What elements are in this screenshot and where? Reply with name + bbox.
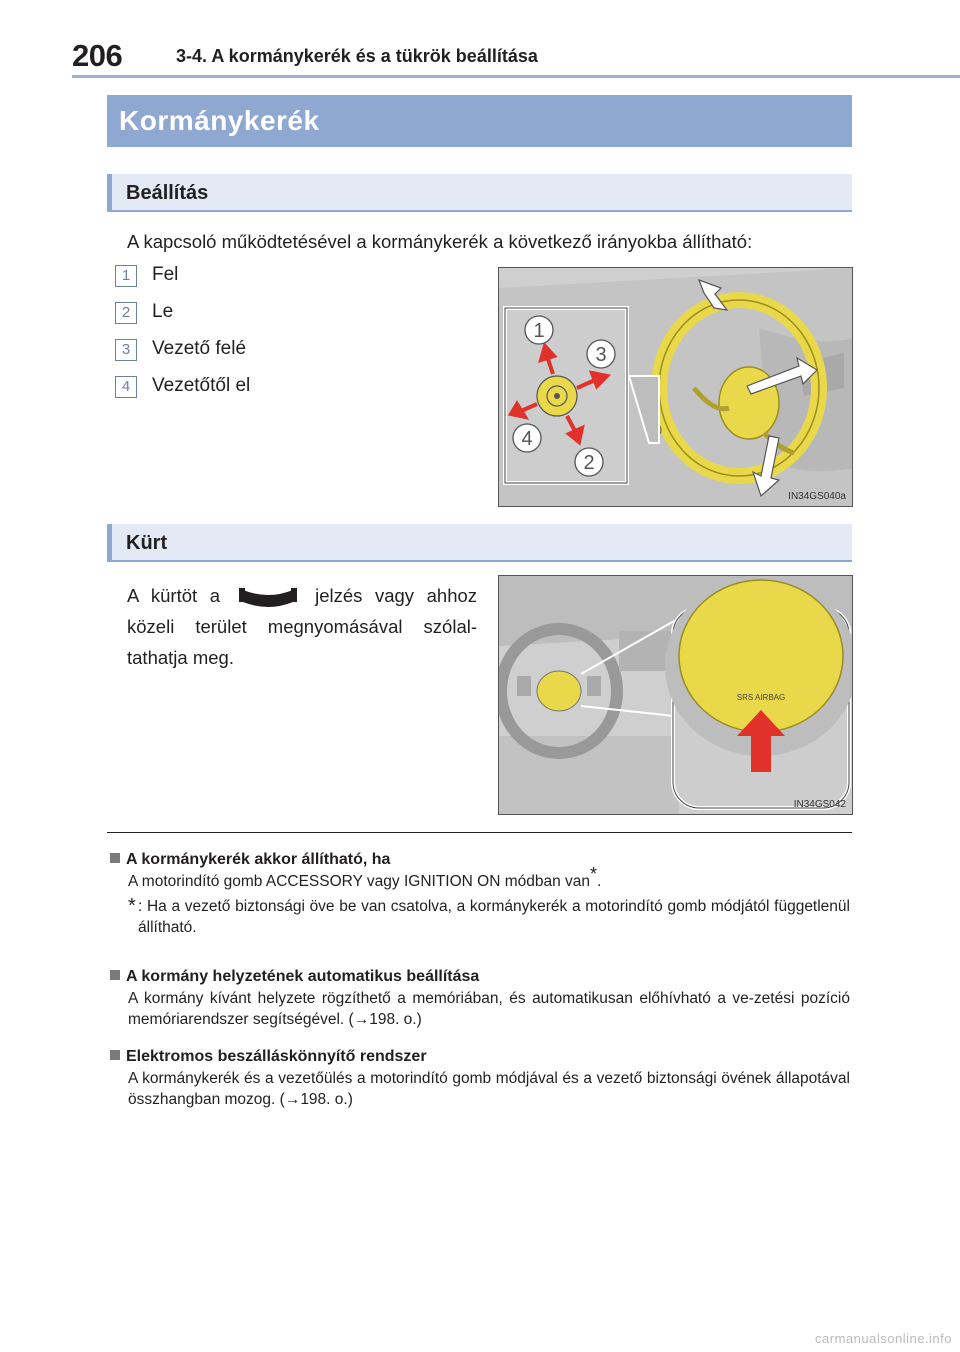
note-1-footnote: : Ha a vezető biztonsági öve be van csatolva, a kormánykerék a motorindító gomb módjától függetlenül állítható.: [138, 898, 850, 936]
square-bullet-icon: [110, 970, 120, 980]
steering-adjust-figure: [498, 267, 853, 507]
note-1-footnote-mark: *: [128, 895, 136, 917]
subheading-adjust: [107, 174, 852, 212]
list-label-down: Le: [152, 301, 174, 322]
notes-divider: [107, 832, 852, 833]
list-label-up: Fel: [152, 264, 179, 285]
note-1-period: .: [597, 873, 602, 890]
page-number: 206: [72, 38, 123, 73]
note-2-title-row: [110, 968, 850, 986]
list-label-away: Vezetőtől el: [152, 375, 251, 396]
horn-figure: [498, 575, 853, 815]
header-rule: [72, 75, 960, 78]
note-1-body: [110, 863, 850, 892]
note-1-title-row: [110, 851, 850, 869]
list-number-3: 3: [115, 339, 137, 361]
callout-1: 1: [533, 320, 545, 342]
note-2-title: A kormány helyzetének automatikus beállítása: [126, 968, 480, 985]
subheading-horn-label: Kürt: [126, 532, 168, 554]
list-label-toward: Vezető felé: [152, 338, 247, 359]
subheading-horn: [107, 524, 852, 562]
list-number-2: 2: [115, 302, 137, 324]
list-number-4: 4: [115, 376, 137, 398]
adjust-intro: A kapcsoló működtetésével a kormánykerék a következő irányokba állítható:: [127, 231, 753, 252]
note-2: [110, 968, 850, 1030]
callout-3: 3: [595, 344, 607, 366]
section-title: Kormánykerék: [119, 105, 320, 136]
note-3-text: A kormánykerék és a vezetőülés a motorindító gomb módjával és a vezető biztonsági övének állapotával összhangban mozog. (→198. o.): [128, 1070, 850, 1108]
list-number-1: 1: [115, 265, 137, 287]
note-1: [110, 851, 850, 938]
note-1-title: A kormánykerék akkor állítható, ha: [126, 851, 391, 868]
note-3-title-row: [110, 1048, 850, 1066]
airbag-label: SRS AIRBAG: [736, 693, 786, 702]
section-title-bar: [107, 95, 852, 147]
footer-watermark: carmanualsonline.info: [815, 1331, 952, 1346]
steering-adjust-illustration: [499, 268, 853, 507]
chapter-title: 3-4. A kormánykerék és a tükrök beállítása: [176, 46, 538, 66]
note-1-text: A motorindító gomb ACCESSORY vagy IGNITION ON módban van: [128, 873, 591, 890]
note-1-asterisk: *: [590, 863, 598, 884]
horn-text-before: A kürtöt a: [127, 585, 220, 606]
horn-icon: [237, 586, 299, 608]
callout-4: 4: [521, 428, 533, 450]
figure-code-horn: IN34GS042: [793, 799, 846, 810]
horn-paragraph: [127, 580, 477, 673]
callout-2: 2: [583, 452, 595, 474]
subheading-adjust-label: Beállítás: [126, 182, 209, 204]
figure-code-adjust: IN34GS040a: [788, 491, 846, 502]
horn-text-after: jelzés vagy ahhoz közeli terület megnyomásával szólal-tathatja meg.: [127, 585, 478, 668]
note-2-text: A kormány kívánt helyzete rögzíthető a memóriában, és automatikusan előhívható a ve-zetési pozíció memóriarendszer segítségével. (→198. o.): [128, 990, 850, 1028]
note-3-title: Elektromos beszálláskönnyítő rendszer: [126, 1048, 427, 1065]
note-1-footnote-row: [110, 896, 850, 938]
square-bullet-icon: [110, 853, 120, 863]
square-bullet-icon: [110, 1050, 120, 1060]
horn-illustration: [499, 576, 853, 815]
note-3: [110, 1048, 850, 1110]
